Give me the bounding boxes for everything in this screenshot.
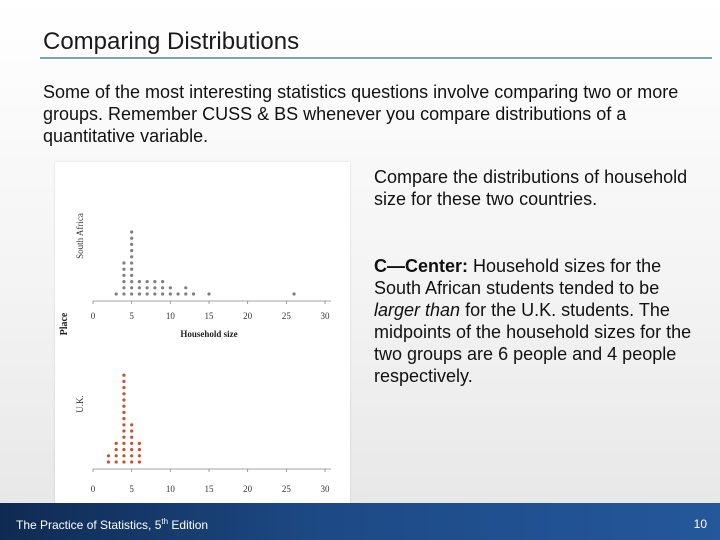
data-dot [146, 292, 149, 295]
x-tick-label: 15 [204, 484, 214, 494]
answer-text-part-2: for the U.K. students. The midpoints of the household sizes for the two groups are 6 people and 4 people respectively. [374, 300, 692, 386]
data-dot [130, 274, 133, 277]
data-dot [130, 442, 133, 445]
data-dot [161, 286, 164, 289]
data-dot [115, 460, 118, 463]
data-dot [122, 274, 125, 277]
data-dot [153, 280, 156, 283]
data-dot [122, 286, 125, 289]
x-tick-label: 20 [243, 311, 253, 321]
x-tick-label: 10 [165, 484, 175, 494]
data-dot [122, 380, 125, 383]
data-dot [122, 460, 125, 463]
data-dot [292, 292, 295, 295]
data-dot [192, 292, 195, 295]
footer-book-sup: th [161, 517, 169, 526]
data-dot [153, 286, 156, 289]
footer-book-prefix: The Practice of Statistics, 5 [16, 518, 162, 532]
data-dot [138, 286, 141, 289]
data-dot [176, 292, 179, 295]
answer-label: C—Center: [374, 256, 469, 276]
data-dot [130, 448, 133, 451]
data-dot [138, 454, 141, 457]
data-dot [130, 292, 133, 295]
data-dot [146, 280, 149, 283]
data-dot [130, 429, 133, 432]
dotplot-chart [55, 162, 350, 517]
data-dot [122, 405, 125, 408]
data-dot [122, 386, 125, 389]
footer-book-title [16, 517, 208, 532]
data-dot [138, 292, 141, 295]
data-dot [122, 398, 125, 401]
data-dot [122, 423, 125, 426]
data-dot [122, 280, 125, 283]
intro-paragraph: Some of the most interesting statistics questions involve comparing two or more groups. Remember CUSS & BS whenever you compare distributions of a quantitative variable. [43, 82, 679, 146]
x-tick-label: 25 [281, 311, 291, 321]
data-dot [130, 460, 133, 463]
data-dot [138, 460, 141, 463]
data-dot [130, 286, 133, 289]
data-dot [122, 268, 125, 271]
data-dot [130, 423, 133, 426]
footer-bar [0, 503, 720, 540]
data-dot [122, 292, 125, 295]
data-dot [130, 230, 133, 233]
data-dot [122, 261, 125, 264]
x-tick-label: 0 [90, 311, 96, 321]
answer-text-part-1: Household sizes for the South African students tended to be [374, 256, 662, 298]
data-dot [122, 417, 125, 420]
panel-label: South Africa [75, 213, 85, 259]
data-dot [130, 436, 133, 439]
data-dot [207, 292, 210, 295]
data-dot [130, 237, 133, 240]
data-dot [107, 454, 110, 457]
data-dot [161, 292, 164, 295]
data-dot [115, 454, 118, 457]
data-dot [130, 268, 133, 271]
data-dot [138, 280, 141, 283]
page-number: 10 [693, 517, 707, 531]
center-answer [374, 255, 706, 387]
data-dot [138, 448, 141, 451]
data-dot [184, 286, 187, 289]
x-tick-label: 10 [165, 311, 175, 321]
data-dot [122, 374, 125, 377]
data-dot [130, 261, 133, 264]
data-dot [122, 411, 125, 414]
data-dot [138, 442, 141, 445]
data-dot [122, 442, 125, 445]
data-dot [146, 286, 149, 289]
data-dot [107, 460, 110, 463]
x-tick-label: 30 [320, 311, 330, 321]
x-axis-title: Household size [180, 329, 238, 339]
data-dot [130, 255, 133, 258]
title-underline [40, 57, 712, 59]
data-dot [130, 454, 133, 457]
x-tick-label: 20 [243, 484, 253, 494]
x-tick-label: 25 [281, 484, 291, 494]
data-dot [122, 429, 125, 432]
x-tick-label: 5 [129, 484, 134, 494]
data-dot [115, 448, 118, 451]
footer-book-suffix: Edition [168, 518, 209, 532]
facet-label: Place [59, 312, 70, 336]
panel-label: U.K. [75, 395, 85, 413]
dotplot-figure [55, 162, 350, 517]
data-dot [122, 448, 125, 451]
data-dot [169, 292, 172, 295]
data-dot [122, 392, 125, 395]
data-dot [115, 292, 118, 295]
data-dot [122, 454, 125, 457]
data-dot [161, 280, 164, 283]
question-text: Compare the distributions of household size for these two countries. [374, 167, 688, 209]
data-dot [130, 243, 133, 246]
x-tick-label: 0 [90, 484, 96, 494]
answer-emphasis: larger than [374, 300, 461, 320]
data-dot [184, 292, 187, 295]
x-tick-label: 5 [129, 311, 134, 321]
data-dot [122, 436, 125, 439]
x-tick-label: 30 [320, 484, 330, 494]
data-dot [115, 442, 118, 445]
data-dot [130, 249, 133, 252]
data-dot [169, 286, 172, 289]
slide-title: Comparing Distributions [43, 28, 300, 55]
data-dot [153, 292, 156, 295]
x-tick-label: 15 [204, 311, 214, 321]
data-dot [130, 280, 133, 283]
